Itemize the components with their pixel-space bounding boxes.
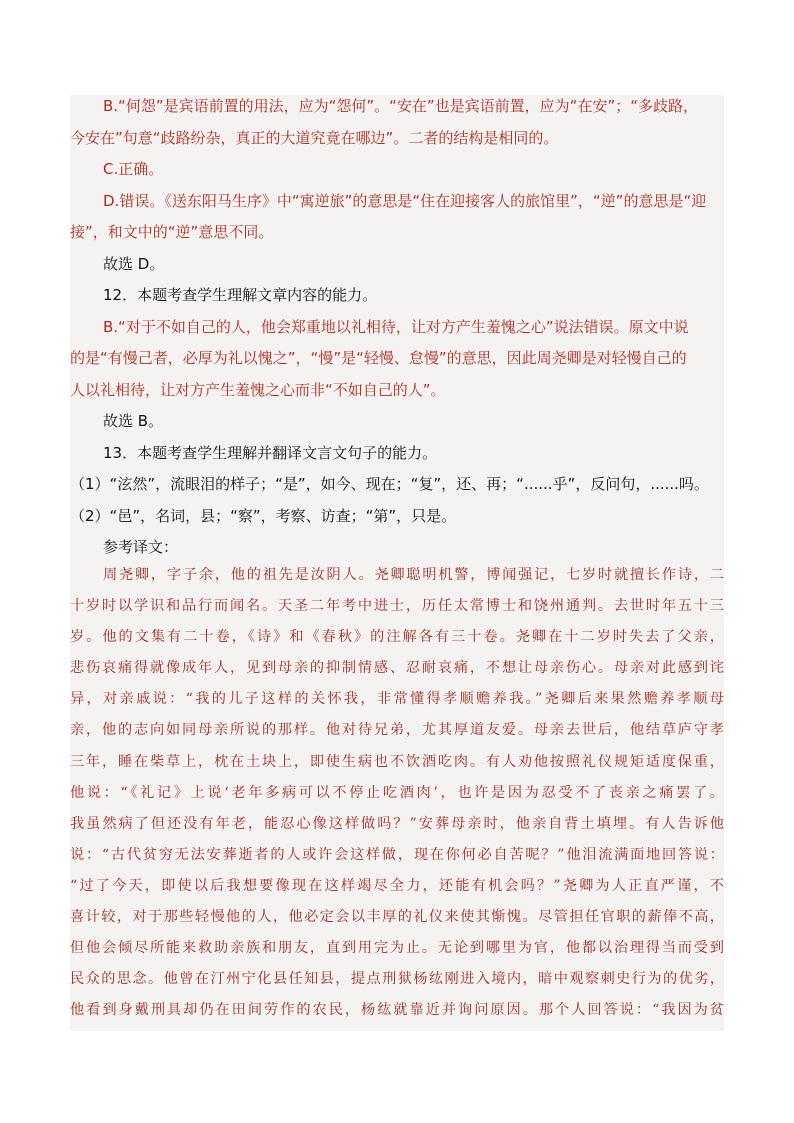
translation-line: 我虽然病了但还没有年老，能忍心像这样做吗？”安葬母亲时，他亲自背土填埋。有人告诉他	[70, 815, 724, 832]
translation-line: 喜计较，对于那些轻慢他的人，他必定会以丰厚的礼仪来使其惭愧。尽管担任官职的薪俸不高，	[70, 909, 724, 926]
explanation-line: 人以礼相待，让对方产生羞愧之心而非“不如自己的人”。	[70, 380, 446, 399]
explanation-line: 参考译文：	[103, 538, 179, 556]
explanation-line: B.“对于不如自己的人，他会郑重地以礼相待，让对方产生羞愧之心”说法错误。原文中说	[103, 317, 689, 336]
explanation-line: （1）“泫然”，流眼泪的样子；“是”，如今、现在；“复”，还、再；“......乎”，反问句，......吗。	[70, 475, 709, 493]
explanation-line: 今安在”句意“歧路纷杂，真正的大道究竟在哪边”。二者的结构是相同的。	[70, 128, 559, 147]
translation-line: “过了今天，即使以后我想要像现在这样竭尽全力，还能有机会吗？”尧卿为人正直严谨，不	[70, 877, 724, 894]
translation-line: 说：“古代贫穷无法安葬逝者的人或许会这样做，现在你何必自苦呢？”他泪流满面地回答说：	[70, 846, 724, 863]
translation-line: 但他会倾尽所能来救助亲族和朋友，直到用完为止。无论到哪里为官，他都以治理得当而受到	[70, 940, 724, 957]
translation-line: 悲伤哀痛得就像成年人，见到母亲的抑制情感、忍耐哀痛，不想让母亲伤心。母亲对此感到诧	[70, 660, 724, 677]
translation-line: 异，对亲戚说：“我的儿子这样的关怀我，非常懂得孝顺赡养我。”尧卿后来果然赡养孝顺母	[70, 691, 724, 708]
translation-line: 他说：“《礼记》上说‘老年多病可以不停止吃酒肉’，也许是因为忍受不了丧亲之痛罢了。	[70, 784, 724, 801]
translation-line: 周尧卿，字子余，他的祖先是汝阴人。尧卿聪明机警，博闻强记，七岁时就擅长作诗，二	[103, 567, 724, 583]
explanation-line: 故选 D。	[103, 254, 165, 273]
explanation-block	[70, 91, 724, 564]
explanation-line: 接”，和文中的“逆”意思不同。	[70, 223, 274, 241]
explanation-line: 的是“有慢己者，必厚为礼以愧之”，“慢”是“轻慢、怠慢”的意思，因此周尧卿是对轻慢自己的	[70, 349, 687, 367]
explanation-line: （2）“邑”，名词，县；“察”，考察、访查；“第”，只是。	[70, 506, 457, 525]
explanation-line: 12．本题考查学生理解文章内容的能力。	[103, 286, 378, 304]
explanation-line: D.错误。《送东阳马生序》中“寓逆旅”的意思是“住在迎接客人的旅馆里”，“逆”的意思是“迎	[103, 191, 707, 210]
translation-line: 十岁时以学识和品行而闻名。天圣二年考中进士，历任太常博士和饶州通判。去世时年五十三	[70, 598, 724, 615]
translation-line: 亲，他的志向如同母亲所说的那样。他对待兄弟，尤其厚道友爱。母亲去世后，他结草庐守孝	[70, 722, 724, 739]
translation-block	[70, 560, 724, 1026]
explanation-line: 故选 B。	[103, 412, 164, 430]
explanation-line: C.正确。	[103, 160, 164, 178]
translation-line: 民众的思念。他曾在汀州宁化县任知县，提点刑狱杨纮刚进入境内，暗中观察刺史行为的优劣，	[70, 971, 724, 988]
explanation-line: 13．本题考查学生理解并翻译文言文句子的能力。	[103, 443, 438, 462]
explanation-line: B.“何怨”是宾语前置的用法，应为“怨何”。“安在”也是宾语前置，应为“在安”；“多歧路，	[103, 97, 699, 115]
translation-line: 三年，睡在柴草上，枕在土块上，即使生病也不饮酒吃肉。有人劝他按照礼仪规矩适度保重，	[70, 753, 724, 770]
translation-line: 岁。他的文集有二十卷，《诗》和《春秋》的注解各有三十卷。尧卿在十二岁时失去了父亲，	[70, 629, 724, 646]
translation-line: 他看到身戴刑具却仍在田间劳作的农民，杨纮就靠近并询问原因。那个人回答说：“我因为贫	[70, 1002, 724, 1019]
